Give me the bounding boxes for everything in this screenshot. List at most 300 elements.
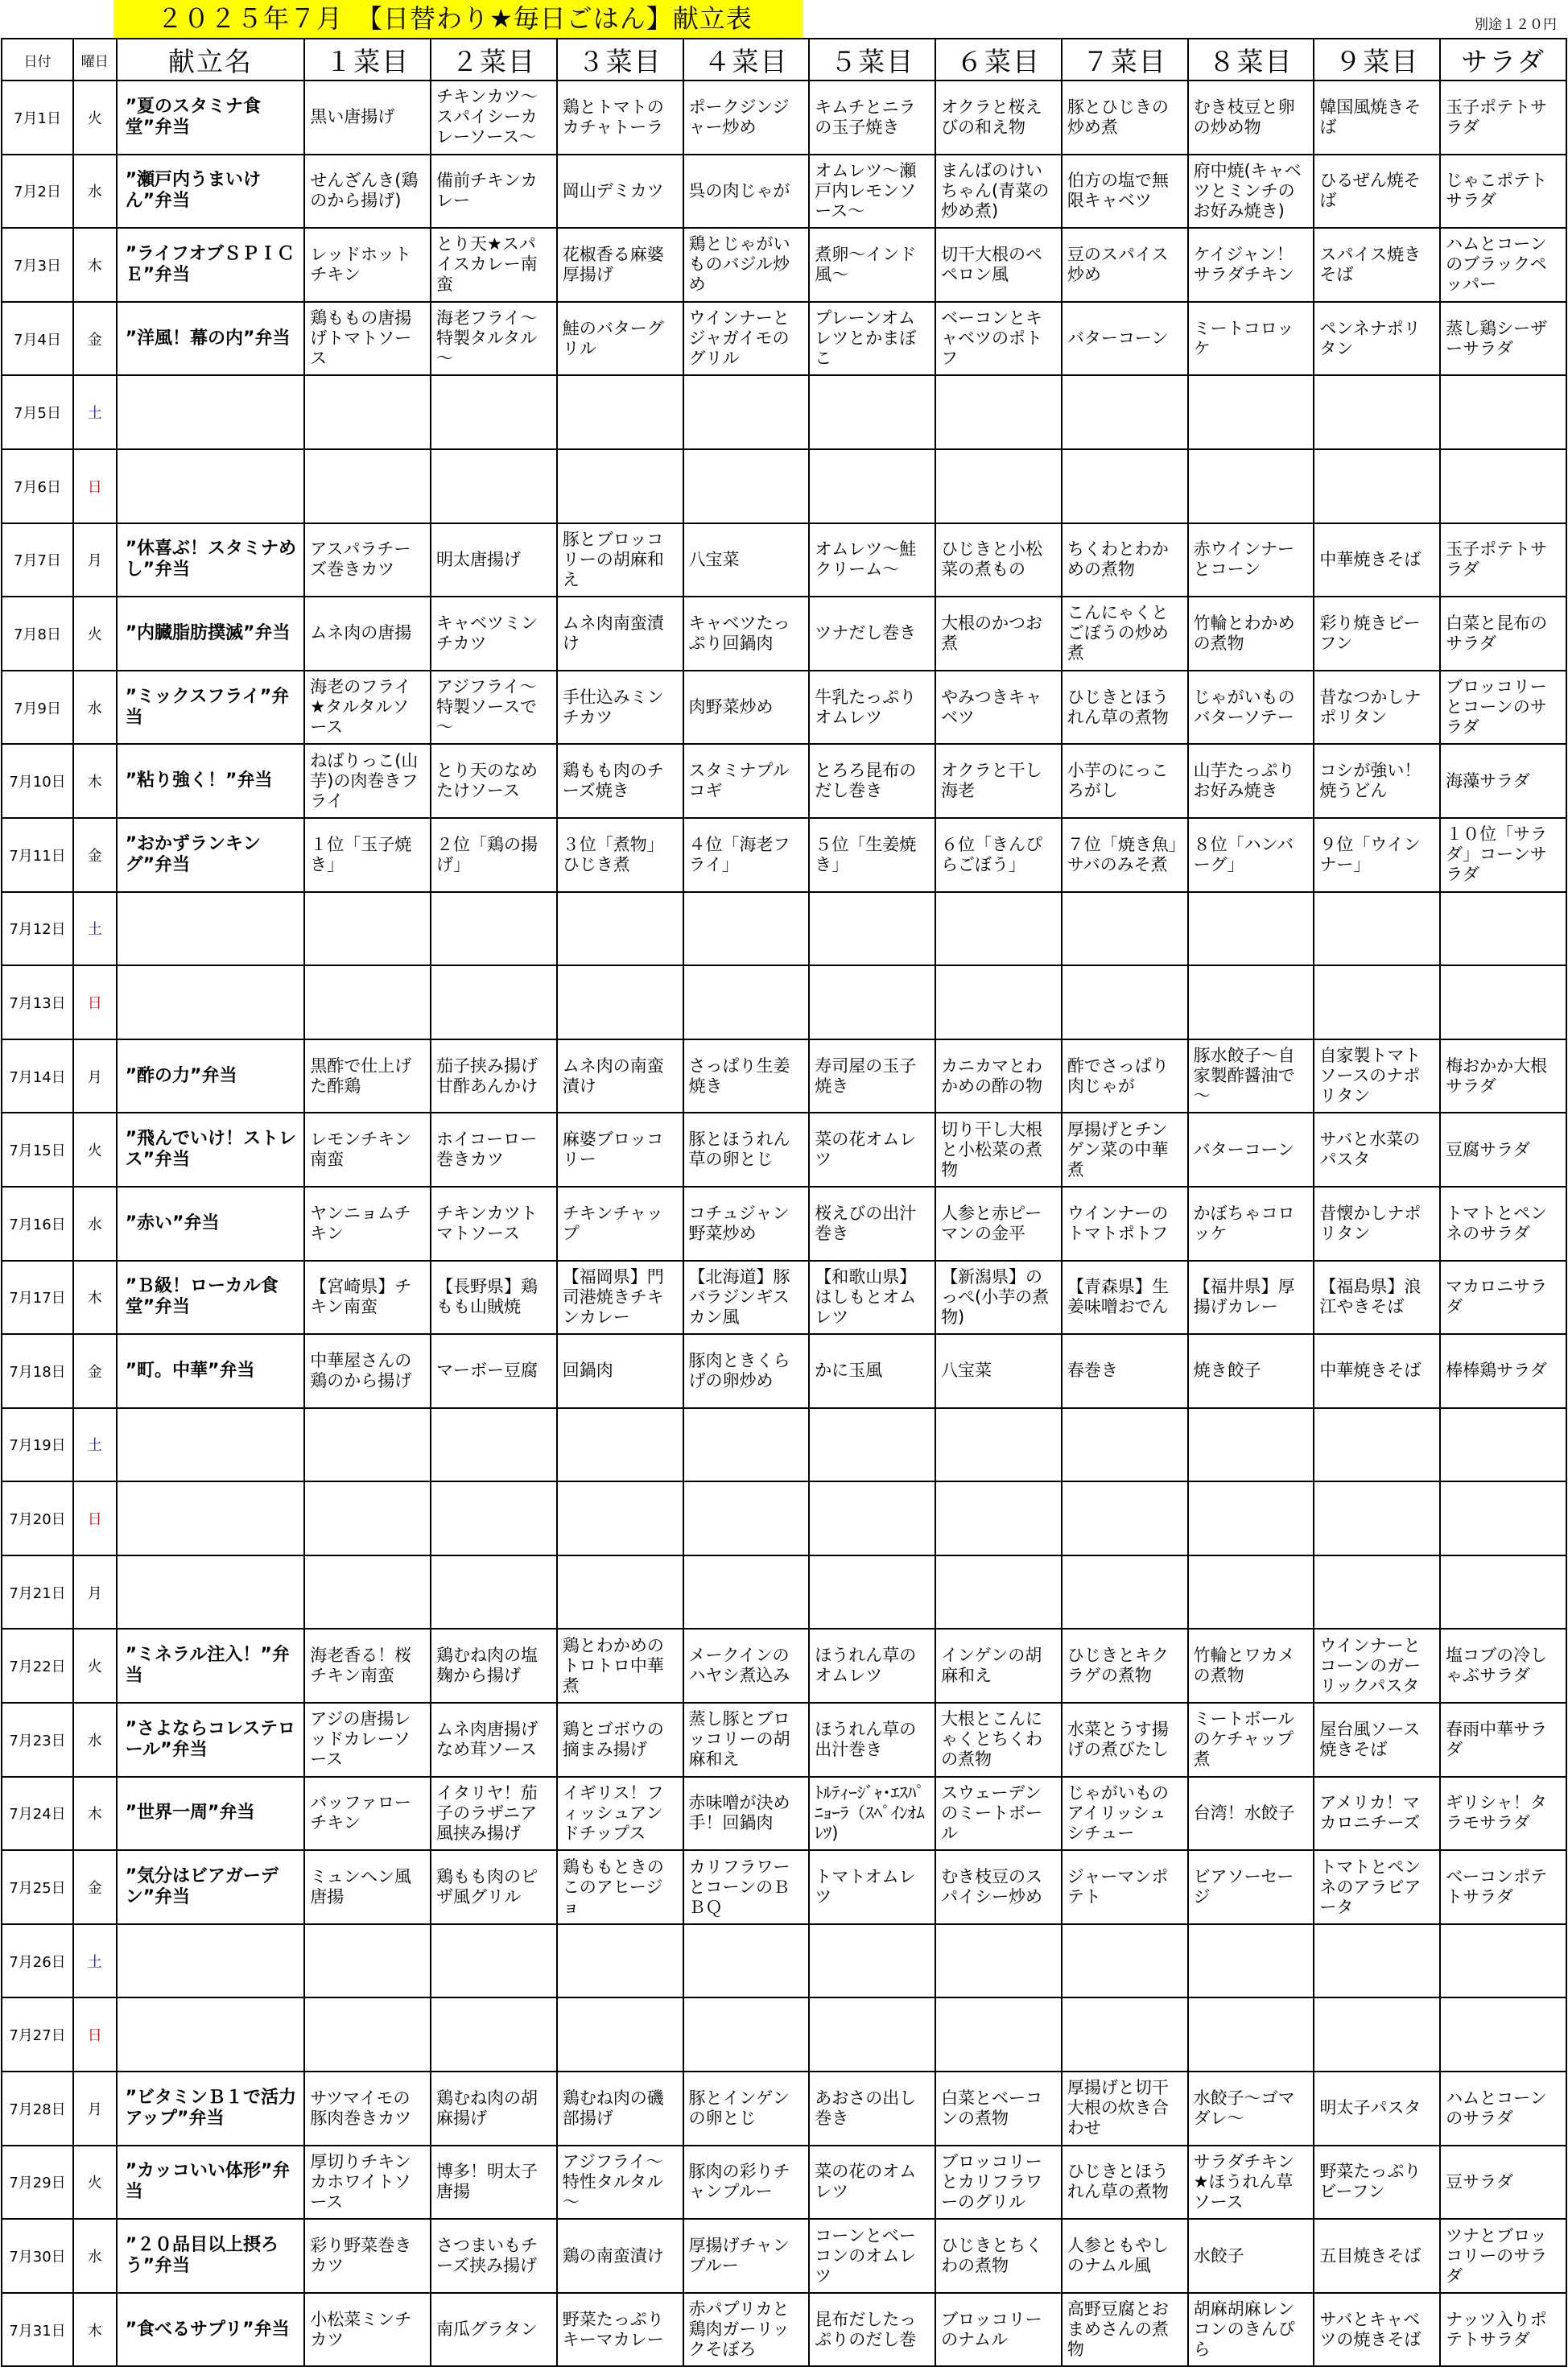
menu-name-cell: ”内臓脂肪撲滅”弁当 (117, 597, 305, 671)
dish-cell-2 (431, 1555, 557, 1630)
dish-cell-7 (1062, 1924, 1188, 1998)
dish-cell-9: ひるぜん焼そば (1314, 155, 1440, 229)
dish-cell-7: ジャーマンポテト (1062, 1850, 1188, 1924)
dish-cell-5 (809, 1555, 935, 1630)
dish-cell-2: 茄子挟み揚げ甘酢あんかけ (431, 1039, 557, 1113)
dish-cell-5: あおさの出し巻き (809, 2072, 935, 2146)
dish-cell-1: ヤンニョムチキン (304, 1187, 431, 1261)
col-header-dish-8: ８菜目 (1188, 39, 1314, 81)
dish-cell-2 (431, 1924, 557, 1998)
dish-cell-2: とり天のなめたけソース (431, 744, 557, 818)
dish-cell-7: 水菜とうす揚げの煮びたし (1062, 1703, 1188, 1777)
weekday-cell: 月 (73, 1039, 117, 1113)
col-header-dish-6: ６菜目 (935, 39, 1062, 81)
dish-cell-6 (935, 449, 1062, 523)
dish-cell-9: 昔なつかしナポリタン (1314, 671, 1440, 745)
menu-name-cell: ”おかずランキング”弁当 (117, 818, 305, 892)
dish-cell-1: 中華屋さんの鶏のから揚げ (304, 1334, 431, 1408)
table-row (2, 1113, 1566, 1187)
dish-cell-3 (557, 965, 683, 1039)
dish-cell-9 (1314, 1924, 1440, 1998)
salad-cell: 豆サラダ (1440, 2146, 1566, 2220)
table-row (2, 523, 1566, 597)
weekday-cell: 木 (73, 744, 117, 818)
dish-cell-4: 鶏とじゃがいものバジル炒め (683, 228, 810, 302)
header-row (2, 39, 1566, 81)
dish-cell-3: 岡山デミカツ (557, 155, 683, 229)
dish-cell-4: 【北海道】豚バラジンギスカン風 (683, 1261, 810, 1335)
dish-cell-5: ツナだし巻き (809, 597, 935, 671)
col-header-dish-2: ２菜目 (431, 39, 557, 81)
date-cell: 7月17日 (2, 1261, 73, 1335)
dish-cell-6: インゲンの胡麻和え (935, 1629, 1062, 1703)
dish-cell-9: サバと水菜のパスタ (1314, 1113, 1440, 1187)
dish-cell-1: １位「玉子焼き」 (304, 818, 431, 892)
dish-cell-9: アメリカ！マカロニチーズ (1314, 1777, 1440, 1851)
col-header-dish-4: ４菜目 (683, 39, 810, 81)
date-cell: 7月13日 (2, 965, 73, 1039)
dish-cell-5: トマトオムレツ (809, 1850, 935, 1924)
dish-cell-9: ウインナーとコーンのガーリックパスタ (1314, 1629, 1440, 1703)
dish-cell-6: ひじきと小松菜の煮もの (935, 523, 1062, 597)
dish-cell-1 (304, 892, 431, 966)
menu-name-cell: ”世界一周”弁当 (117, 1777, 305, 1851)
dish-cell-7: 酢でさっぱり肉じゃが (1062, 1039, 1188, 1113)
dish-cell-9 (1314, 1555, 1440, 1630)
table-row (2, 228, 1566, 302)
dish-cell-7 (1062, 1481, 1188, 1555)
dish-cell-4 (683, 375, 810, 449)
dish-cell-6: 切干大根のペペロン風 (935, 228, 1062, 302)
table-row (2, 2293, 1566, 2367)
dish-cell-6: スウェーデンのミートボール (935, 1777, 1062, 1851)
dish-cell-1: 鶏ももの唐揚げトマトソース (304, 302, 431, 376)
salad-cell: 玉子ポテトサラダ (1440, 81, 1566, 155)
table-row (2, 1777, 1566, 1851)
dish-cell-3 (557, 375, 683, 449)
dish-cell-1 (304, 1481, 431, 1555)
dish-cell-5 (809, 449, 935, 523)
table-row (2, 1629, 1566, 1703)
dish-cell-4: ４位「海老フライ」 (683, 818, 810, 892)
menu-name-cell (117, 1481, 305, 1555)
dish-cell-6: 切り干し大根と小松菜の煮物 (935, 1113, 1062, 1187)
date-cell: 7月7日 (2, 523, 73, 597)
dish-cell-4: カリフラワーとコーンのＢＢＱ (683, 1850, 810, 1924)
dish-cell-2: チキンカツ～スパイシーカレーソース～ (431, 81, 557, 155)
table-row (2, 81, 1566, 155)
dish-cell-9: 韓国風焼きそば (1314, 81, 1440, 155)
dish-cell-4: さっぱり生姜焼き (683, 1039, 810, 1113)
dish-cell-9: ９位「ウインナー」 (1314, 818, 1440, 892)
dish-cell-3: 野菜たっぷりキーマカレー (557, 2293, 683, 2367)
date-cell: 7月15日 (2, 1113, 73, 1187)
col-header-salad: サラダ (1440, 39, 1566, 81)
weekday-cell: 日 (73, 449, 117, 523)
dish-cell-5: キムチとニラの玉子焼き (809, 81, 935, 155)
col-header-dish-1: １菜目 (304, 39, 431, 81)
date-cell: 7月5日 (2, 375, 73, 449)
dish-cell-9 (1314, 965, 1440, 1039)
salad-cell (1440, 1924, 1566, 1998)
dish-cell-8 (1188, 1924, 1314, 1998)
dish-cell-1 (304, 449, 431, 523)
dish-cell-8: 焼き餃子 (1188, 1334, 1314, 1408)
dish-cell-6 (935, 1481, 1062, 1555)
dish-cell-6: ベーコンとキャベツのポトフ (935, 302, 1062, 376)
dish-cell-2: 備前チキンカレー (431, 155, 557, 229)
dish-cell-3: 鮭のバターグリル (557, 302, 683, 376)
col-header-weekday: 曜日 (73, 39, 117, 81)
col-header-menu-name: 献立名 (117, 39, 305, 81)
dish-cell-6 (935, 965, 1062, 1039)
dish-cell-6 (935, 375, 1062, 449)
dish-cell-2: マーボー豆腐 (431, 1334, 557, 1408)
menu-name-cell: ”ライフオブＳＰＩＣＥ”弁当 (117, 228, 305, 302)
salad-cell (1440, 1555, 1566, 1630)
weekday-cell: 火 (73, 1113, 117, 1187)
dish-cell-2 (431, 449, 557, 523)
date-cell: 7月28日 (2, 2072, 73, 2146)
dish-cell-3: チキンチャップ (557, 1187, 683, 1261)
dish-cell-9: ペンネナポリタン (1314, 302, 1440, 376)
dish-cell-8 (1188, 1481, 1314, 1555)
dish-cell-7 (1062, 1997, 1188, 2072)
menu-name-cell: ”Ｂ級！ローカル食堂”弁当 (117, 1261, 305, 1335)
dish-cell-9: 五目焼きそば (1314, 2219, 1440, 2293)
table-row (2, 2219, 1566, 2293)
table-row (2, 1924, 1566, 1998)
menu-name-cell: ”食べるサプリ”弁当 (117, 2293, 305, 2367)
dish-cell-3: 鶏むね肉の磯部揚げ (557, 2072, 683, 2146)
dish-cell-9 (1314, 449, 1440, 523)
weekday-cell: 火 (73, 1629, 117, 1703)
weekday-cell: 土 (73, 1924, 117, 1998)
dish-cell-3 (557, 1555, 683, 1630)
dish-cell-2: とり天★スパイスカレー南蛮 (431, 228, 557, 302)
salad-cell: 棒棒鶏サラダ (1440, 1334, 1566, 1408)
dish-cell-1: ムネ肉の唐揚 (304, 597, 431, 671)
dish-cell-5: ほうれん草のオムレツ (809, 1629, 935, 1703)
salad-cell: マカロニサラダ (1440, 1261, 1566, 1335)
dish-cell-5 (809, 892, 935, 966)
salad-cell: 春雨中華サラダ (1440, 1703, 1566, 1777)
date-cell: 7月6日 (2, 449, 73, 523)
dish-cell-9 (1314, 375, 1440, 449)
dish-cell-5 (809, 1481, 935, 1555)
dish-cell-3: ムネ肉南蛮漬け (557, 597, 683, 671)
salad-cell (1440, 965, 1566, 1039)
weekday-cell: 火 (73, 2146, 117, 2220)
dish-cell-3: 鶏ももときのこのアヒージョ (557, 1850, 683, 1924)
dish-cell-3: 鶏とトマトのカチャトーラ (557, 81, 683, 155)
dish-cell-6: まんばのけいちゃん(青菜の炒め煮) (935, 155, 1062, 229)
dish-cell-2 (431, 375, 557, 449)
dish-cell-4: 赤味噌が決め手！回鍋肉 (683, 1777, 810, 1851)
dish-cell-7: 厚揚げとチンゲン菜の中華煮 (1062, 1113, 1188, 1187)
dish-cell-1 (304, 375, 431, 449)
dish-cell-1: サツマイモの豚肉巻きカツ (304, 2072, 431, 2146)
dish-cell-3 (557, 1408, 683, 1482)
dish-cell-5 (809, 1408, 935, 1482)
dish-cell-6: 【新潟県】のっぺ(小芋の煮物) (935, 1261, 1062, 1335)
dish-cell-1: レッドホットチキン (304, 228, 431, 302)
table-row (2, 1703, 1566, 1777)
menu-name-cell (117, 892, 305, 966)
menu-name-cell (117, 449, 305, 523)
dish-cell-5 (809, 1924, 935, 1998)
dish-cell-7: ７位「焼き魚」サバのみそ煮 (1062, 818, 1188, 892)
table-row (2, 671, 1566, 745)
dish-cell-6: 大根とこんにゃくとちくわの煮物 (935, 1703, 1062, 1777)
dish-cell-5: 牛乳たっぷりオムレツ (809, 671, 935, 745)
dish-cell-8: 府中焼(キャベツとミンチのお好み焼き) (1188, 155, 1314, 229)
dish-cell-7: 人参ともやしのナムル風 (1062, 2219, 1188, 2293)
menu-name-cell: ”赤い”弁当 (117, 1187, 305, 1261)
dish-cell-3: 鶏とわかめのトロトロ中華煮 (557, 1629, 683, 1703)
weekday-cell: 土 (73, 892, 117, 966)
dish-cell-2: チキンカツトマトソース (431, 1187, 557, 1261)
dish-cell-8: ミートコロッケ (1188, 302, 1314, 376)
table-row (2, 818, 1566, 892)
date-cell: 7月29日 (2, 2146, 73, 2220)
dish-cell-3: 豚とブロッコリーの胡麻和え (557, 523, 683, 597)
menu-name-cell: ”ビタミンＢ１で活力アップ”弁当 (117, 2072, 305, 2146)
dish-cell-8: 水餃子～ゴマダレ～ (1188, 2072, 1314, 2146)
weekday-cell: 月 (73, 2072, 117, 2146)
date-cell: 7月22日 (2, 1629, 73, 1703)
dish-cell-8: 水餃子 (1188, 2219, 1314, 2293)
dish-cell-5: 菜の花オムレツ (809, 1113, 935, 1187)
date-cell: 7月3日 (2, 228, 73, 302)
dish-cell-5: 昆布だしたっぷりのだし巻 (809, 2293, 935, 2367)
dish-cell-1 (304, 1408, 431, 1482)
dish-cell-4 (683, 1408, 810, 1482)
dish-cell-3: 鶏もも肉のチーズ焼き (557, 744, 683, 818)
dish-cell-5: 【和歌山県】はしもとオムレツ (809, 1261, 935, 1335)
dish-cell-1 (304, 965, 431, 1039)
dish-cell-1: アジの唐揚レッドカレーソース (304, 1703, 431, 1777)
salad-cell: 海藻サラダ (1440, 744, 1566, 818)
dish-cell-7: 【青森県】生姜味噌おでん (1062, 1261, 1188, 1335)
dish-cell-9 (1314, 1997, 1440, 2072)
dish-cell-4: 呉の肉じゃが (683, 155, 810, 229)
date-cell: 7月9日 (2, 671, 73, 745)
dish-cell-6: むき枝豆のスパイシー炒め (935, 1850, 1062, 1924)
dish-cell-8 (1188, 1997, 1314, 2072)
dish-cell-2 (431, 1481, 557, 1555)
dish-cell-8 (1188, 375, 1314, 449)
dish-cell-4 (683, 449, 810, 523)
salad-cell: ギリシャ！タラモサラダ (1440, 1777, 1566, 1851)
dish-cell-8: 赤ウインナーとコーン (1188, 523, 1314, 597)
salad-cell: 梅おかか大根サラダ (1440, 1039, 1566, 1113)
dish-cell-6: オクラと干し海老 (935, 744, 1062, 818)
dish-cell-3: アジフライ～特性タルタル～ (557, 2146, 683, 2220)
col-header-dish-3: ３菜目 (557, 39, 683, 81)
dish-cell-7: ひじきとキクラゲの煮物 (1062, 1629, 1188, 1703)
dish-cell-9: 中華焼きそば (1314, 523, 1440, 597)
dish-cell-3: ３位「煮物」ひじき煮 (557, 818, 683, 892)
dish-cell-8: 竹輪とワカメの煮物 (1188, 1629, 1314, 1703)
dish-cell-7: バターコーン (1062, 302, 1188, 376)
salad-cell: １０位「サラダ」コーンサラダ (1440, 818, 1566, 892)
dish-cell-6: 人参と赤ピーマンの金平 (935, 1187, 1062, 1261)
dish-cell-3: 手仕込みミンチカツ (557, 671, 683, 745)
table-row (2, 375, 1566, 449)
salad-cell: 玉子ポテトサラダ (1440, 523, 1566, 597)
dish-cell-6 (935, 1997, 1062, 2072)
weekday-cell: 木 (73, 228, 117, 302)
table-row (2, 155, 1566, 229)
dish-cell-4 (683, 1924, 810, 1998)
menu-name-cell: ”休喜ぶ！スタミナめし”弁当 (117, 523, 305, 597)
date-cell: 7月30日 (2, 2219, 73, 2293)
salad-cell (1440, 1997, 1566, 2072)
menu-name-cell (117, 1408, 305, 1482)
salad-cell: 白菜と昆布のサラダ (1440, 597, 1566, 671)
date-cell: 7月14日 (2, 1039, 73, 1113)
dish-cell-6 (935, 1555, 1062, 1630)
table-row (2, 302, 1566, 376)
weekday-cell: 水 (73, 155, 117, 229)
dish-cell-6: オクラと桜えびの和え物 (935, 81, 1062, 155)
table-row (2, 1334, 1566, 1408)
dish-cell-5 (809, 375, 935, 449)
table-row (2, 1850, 1566, 1924)
dish-cell-9: サバとキャベツの焼きそば (1314, 2293, 1440, 2367)
salad-cell: ハムとコーンのブラックペッパー (1440, 228, 1566, 302)
dish-cell-6: 白菜とベーコンの煮物 (935, 2072, 1062, 2146)
dish-cell-6: ブロッコリーのナムル (935, 2293, 1062, 2367)
dish-cell-3: 鶏の南蛮漬け (557, 2219, 683, 2293)
menu-name-cell (117, 1555, 305, 1630)
dish-cell-8: ビアソーセージ (1188, 1850, 1314, 1924)
dish-cell-4 (683, 892, 810, 966)
dish-cell-2: キャベツミンチカツ (431, 597, 557, 671)
weekday-cell: 水 (73, 1703, 117, 1777)
date-cell: 7月21日 (2, 1555, 73, 1630)
dish-cell-8 (1188, 892, 1314, 966)
date-cell: 7月25日 (2, 1850, 73, 1924)
salad-cell (1440, 449, 1566, 523)
dish-cell-1 (304, 1997, 431, 2072)
salad-cell: 豆腐サラダ (1440, 1113, 1566, 1187)
dish-cell-1: バッファローチキン (304, 1777, 431, 1851)
dish-cell-4 (683, 1481, 810, 1555)
dish-cell-7: ひじきとほうれん草の煮物 (1062, 671, 1188, 745)
dish-cell-8 (1188, 965, 1314, 1039)
dish-cell-8: 竹輪とわかめの煮物 (1188, 597, 1314, 671)
col-header-date: 日付 (2, 39, 73, 81)
dish-cell-7: ちくわとわかめの煮物 (1062, 523, 1188, 597)
dish-cell-9: 野菜たっぷりビーフン (1314, 2146, 1440, 2220)
dish-cell-8: サラダチキン★ほうれん草ソース (1188, 2146, 1314, 2220)
dish-cell-7 (1062, 1555, 1188, 1630)
dish-cell-7: こんにゃくとごぼうの炒め煮 (1062, 597, 1188, 671)
dish-cell-1: せんざんき(鶏のから揚げ) (304, 155, 431, 229)
table-row (2, 2146, 1566, 2220)
dish-cell-9: 自家製トマトソースのナポリタン (1314, 1039, 1440, 1113)
dish-cell-9 (1314, 892, 1440, 966)
dish-cell-3 (557, 892, 683, 966)
dish-cell-7: 春巻き (1062, 1334, 1188, 1408)
dish-cell-3: 麻婆ブロッコリー (557, 1113, 683, 1187)
table-row (2, 597, 1566, 671)
menu-body (2, 81, 1566, 2366)
dish-cell-4: 豚とインゲンの卵とじ (683, 2072, 810, 2146)
dish-cell-4: コチュジャン野菜炒め (683, 1187, 810, 1261)
dish-cell-9 (1314, 1408, 1440, 1482)
dish-cell-2: 鶏むね肉の塩麹から揚げ (431, 1629, 557, 1703)
menu-name-cell: ”瀬戸内うまいけん”弁当 (117, 155, 305, 229)
menu-name-cell: ”ミックスフライ”弁当 (117, 671, 305, 745)
table-row (2, 1997, 1566, 2072)
date-cell: 7月19日 (2, 1408, 73, 1482)
dish-cell-5: 寿司屋の玉子焼き (809, 1039, 935, 1113)
dish-cell-2: 鶏もも肉のピザ風グリル (431, 1850, 557, 1924)
dish-cell-2: さつまいもチーズ挟み揚げ (431, 2219, 557, 2293)
table-row (2, 1039, 1566, 1113)
dish-cell-9: スパイス焼きそば (1314, 228, 1440, 302)
menu-name-cell (117, 1924, 305, 1998)
dish-cell-3 (557, 1924, 683, 1998)
dish-cell-8 (1188, 1408, 1314, 1482)
weekday-cell: 木 (73, 1261, 117, 1335)
dish-cell-2: ２位「鶏の揚げ」 (431, 818, 557, 892)
dish-cell-5: ほうれん草の出汁巻き (809, 1703, 935, 1777)
menu-name-cell: ”気分はビアガーデン”弁当 (117, 1850, 305, 1924)
dish-cell-2: 南瓜グラタン (431, 2293, 557, 2367)
dish-cell-5: オムレツ～鮭クリーム～ (809, 523, 935, 597)
weekday-cell: 日 (73, 1997, 117, 2072)
dish-cell-5: ５位「生姜焼き」 (809, 818, 935, 892)
date-cell: 7月16日 (2, 1187, 73, 1261)
table-row (2, 1481, 1566, 1555)
date-cell: 7月27日 (2, 1997, 73, 2072)
salad-cell: ツナとブロッコリーのサラダ (1440, 2219, 1566, 2293)
dish-cell-2 (431, 892, 557, 966)
dish-cell-7: 小芋のにっころがし (1062, 744, 1188, 818)
dish-cell-2: ムネ肉唐揚げなめ茸ソース (431, 1703, 557, 1777)
table-row (2, 1408, 1566, 1482)
dish-cell-3 (557, 1997, 683, 2072)
dish-cell-1: 彩り野菜巻きカツ (304, 2219, 431, 2293)
date-cell: 7月24日 (2, 1777, 73, 1851)
dish-cell-8: ミートボールのケチャップ煮 (1188, 1703, 1314, 1777)
weekday-cell: 土 (73, 1408, 117, 1482)
dish-cell-2 (431, 1408, 557, 1482)
salad-cell (1440, 375, 1566, 449)
dish-cell-8: むき枝豆と卵の炒め物 (1188, 81, 1314, 155)
salad-cell: トマトとペンネのサラダ (1440, 1187, 1566, 1261)
dish-cell-5: 桜えびの出汁巻き (809, 1187, 935, 1261)
salad-cell: ベーコンポテトサラダ (1440, 1850, 1566, 1924)
date-cell: 7月11日 (2, 818, 73, 892)
salad-cell: じゃこポテトサラダ (1440, 155, 1566, 229)
dish-cell-7 (1062, 375, 1188, 449)
dish-cell-2: 明太唐揚げ (431, 523, 557, 597)
dish-cell-9: トマトとペンネのアラビアータ (1314, 1850, 1440, 1924)
salad-cell: ブロッコリーとコーンのサラダ (1440, 671, 1566, 745)
menu-name-cell: ”酢の力”弁当 (117, 1039, 305, 1113)
table-row (2, 2072, 1566, 2146)
menu-name-cell (117, 375, 305, 449)
weekday-cell: 金 (73, 302, 117, 376)
weekday-cell: 水 (73, 2219, 117, 2293)
dish-cell-1: 黒い唐揚げ (304, 81, 431, 155)
col-header-dish-9: ９菜目 (1314, 39, 1440, 81)
